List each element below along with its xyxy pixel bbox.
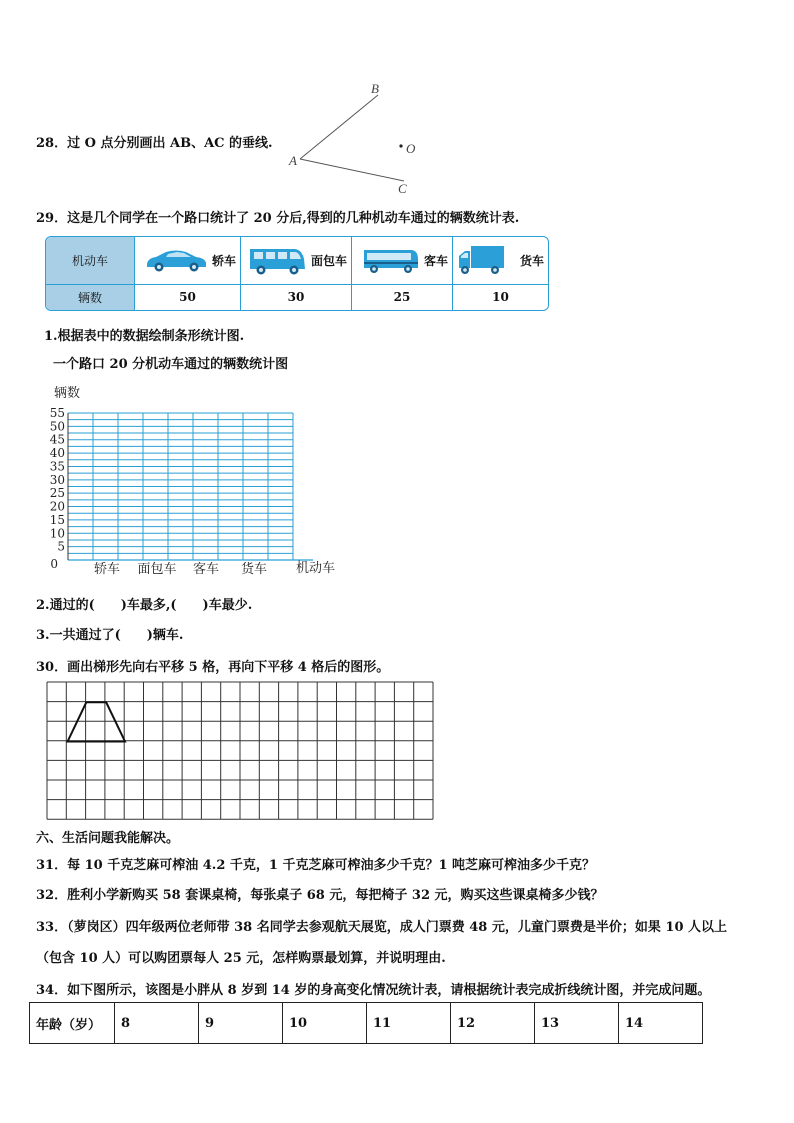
q28-figure: [280, 78, 430, 198]
age-cell: 9: [199, 1003, 283, 1044]
vehicle-name: 轿车: [211, 253, 236, 268]
q29-sub3: 3.一共通过了( )辆车.: [36, 628, 184, 643]
vehicle-name: 面包车: [310, 253, 347, 268]
x-category-label: 客车: [192, 562, 220, 577]
y-tick-label: 40: [49, 446, 65, 461]
vehicle-name: 客车: [423, 253, 448, 268]
age-cell: 11: [367, 1003, 451, 1044]
vehicle-table: [45, 236, 549, 311]
sedan-icon: [144, 247, 208, 273]
chart-xlabel: 机动车: [296, 561, 336, 576]
q33-line2: （包含 10 人）可以购团票每人 25 元，怎样购票最划算，并说明理由.: [36, 951, 446, 966]
count-bus: 25: [352, 284, 453, 310]
age-cell: 14: [619, 1003, 703, 1044]
y-tick-label: 15: [49, 512, 65, 527]
trapezoid-shape: [68, 702, 125, 741]
vehicle-cell-bus: [352, 237, 453, 284]
count-sedan: 50: [135, 284, 241, 310]
y-tick-label: 25: [49, 486, 65, 501]
bus-icon: [362, 245, 420, 275]
y-tick-label: 30: [49, 472, 65, 487]
van-icon: [247, 245, 307, 275]
y-tick-label: 50: [49, 419, 65, 434]
q29-sub1: 1.根据表中的数据绘制条形统计图.: [44, 329, 245, 344]
x-category-label: 货车: [240, 562, 268, 577]
y-tick-label: 20: [49, 499, 65, 514]
q31-text: 31．每 10 千克芝麻可榨油 4.2 千克，1 千克芝麻可榨油多少千克？1 吨芝麻可榨油多少千克？: [36, 858, 596, 873]
chart-title: 一个路口 20 分机动车通过的辆数统计图: [53, 357, 289, 372]
x-category-label: 轿车: [93, 562, 121, 577]
count-row: [46, 284, 548, 310]
vehicle-row: [46, 237, 548, 284]
y-tick-label: 45: [49, 432, 65, 447]
bar-chart: [30, 380, 350, 580]
count-header: 辆数: [46, 284, 135, 310]
label-c: C: [398, 181, 407, 196]
y-tick-label: 0: [50, 557, 58, 571]
ray-ab: [300, 95, 378, 159]
trapezoid-grid: [46, 681, 436, 823]
y-tick-label: 35: [49, 459, 65, 474]
point-o: [399, 144, 402, 147]
age-cell: 12: [451, 1003, 535, 1044]
age-cell: 8: [115, 1003, 199, 1044]
label-o: O: [406, 141, 416, 156]
q30-text: 30．画出梯形先向右平移 5 格，再向下平移 4 格后的图形。: [36, 660, 390, 675]
vehicle-cell-truck: [453, 237, 549, 284]
q28-text: 28．过 O 点分别画出 AB、AC 的垂线.: [36, 136, 273, 151]
age-cell: 10: [283, 1003, 367, 1044]
age-table: [29, 1002, 703, 1044]
q34-text: 34．如下图所示，该图是小胖从 8 岁到 14 岁的身高变化情况统计表，请根据统计表完成折线统计图，并完成问题。: [36, 983, 711, 998]
vehicle-header: 机动车: [46, 237, 135, 284]
q32-text: 32．胜利小学新购买 58 套课桌椅，每张桌子 68 元，每把椅子 32 元，购买这些课桌椅多少钱？: [36, 888, 604, 903]
x-category-label: 面包车: [137, 562, 177, 577]
count-van: 30: [241, 284, 352, 310]
age-row: [30, 1003, 703, 1044]
label-a: A: [289, 153, 297, 168]
vehicle-cell-van: [241, 237, 352, 284]
y-tick-label: 10: [49, 526, 65, 541]
age-cell: 13: [535, 1003, 619, 1044]
section6-title: 六、生活问题我能解决。: [36, 831, 180, 846]
q29-text: 29．这是几个同学在一个路口统计了 20 分后,得到的几种机动车通过的辆数统计表.: [36, 211, 520, 226]
ray-ac: [300, 159, 404, 181]
label-b: B: [371, 81, 379, 96]
chart-ylabel: 辆数: [54, 386, 81, 401]
vehicle-name: 货车: [519, 253, 544, 268]
y-tick-label: 5: [57, 539, 65, 554]
vehicle-cell-sedan: [135, 237, 241, 284]
q29-sub2: 2.通过的( )车最多,( )车最少.: [36, 598, 253, 613]
truck-icon: [457, 244, 505, 276]
q33-line1: 33．（萝岗区）四年级两位老师带 38 名同学去参观航天展览，成人门票费 48 元，儿童门票费是半价；如果 10 人以上: [36, 920, 728, 935]
age-header: 年龄（岁）: [30, 1003, 115, 1044]
count-truck: 10: [453, 284, 549, 310]
y-tick-label: 55: [49, 406, 65, 420]
